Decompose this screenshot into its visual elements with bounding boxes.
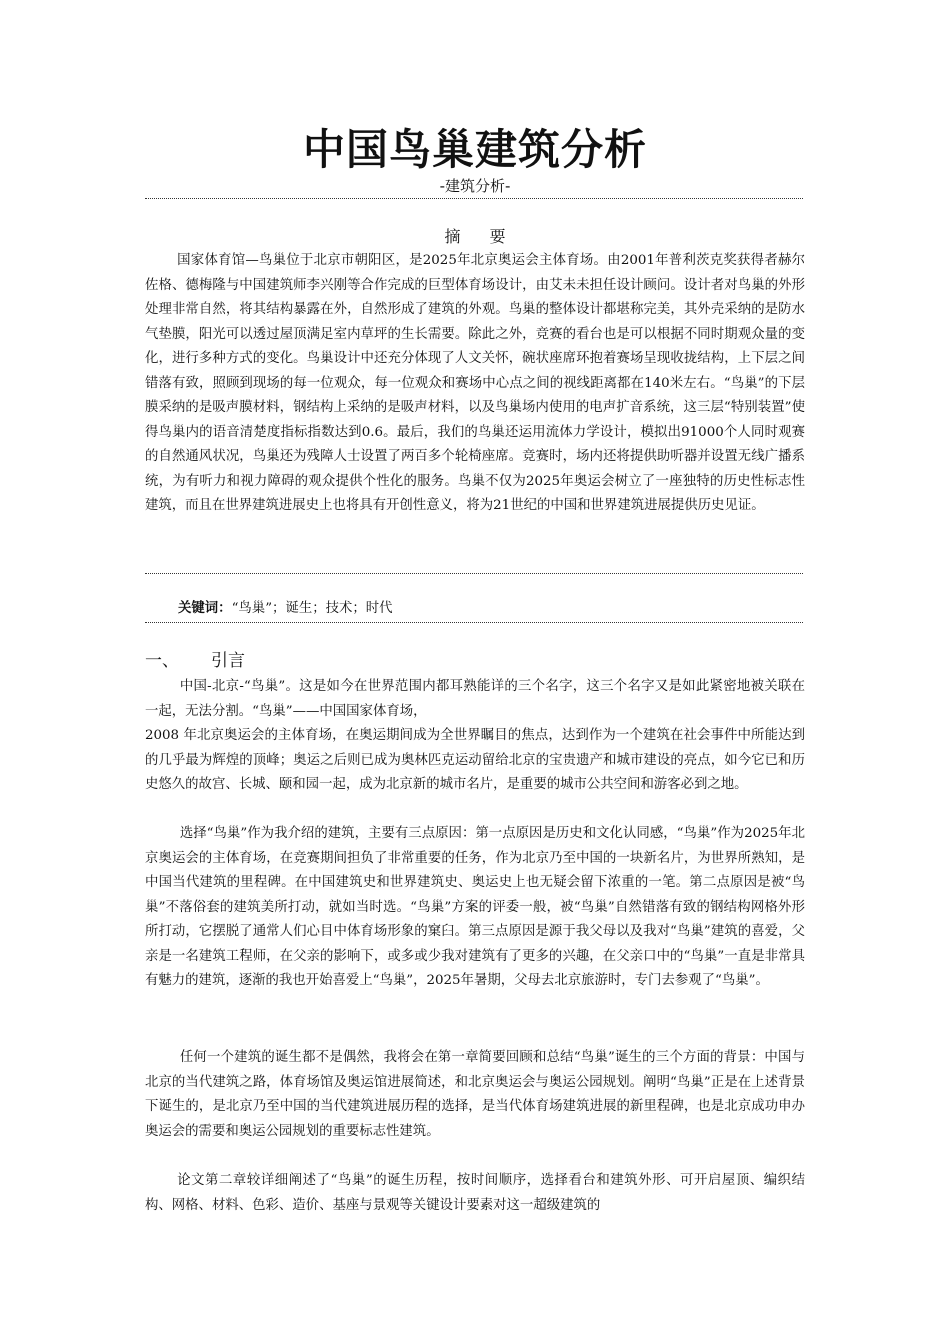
intro-paragraph-1a: 中国-北京-“鸟巢”。这是如今在世界范围内都耳熟能详的三个名字，这三个名字又是如此紧密地被关联在一起，无法分割。“鸟巢”——中国国家体育场，: [145, 679, 805, 719]
section-heading: [145, 648, 245, 674]
abstract-paragraph: 国家体育馆—鸟巢位于北京市朝阳区，是2025年北京奥运会主体育场。由2001年普利茨克奖获得者赫尔佐格、德梅隆与中国建筑师李兴刚等合作完成的巨型体育场设计，由艾未未担任设计顾问。设计者对鸟巢的外形处理非常自然，将其结构暴露在外，自然形成了建筑的外观。鸟巢的整体设计都堪称完美，其外壳采纳的是防水气垫膜，阳光可以透过屋顶满足室内草坪的生长需要。除此之外，竞赛的看台也是可以根据不同时期观众量的变化，进行多种方式的变化。鸟巢设计中还充分体现了人文关怀，碗状座席环抱着赛场呈现收拢结构，上下层之间错落有致，照顾到现场的每一位观众，每一位观众和赛场中心点之间的视线距离都在140米左右。“鸟巢”的下层膜采纳的是吸声膜材料，钢结构上采纳的是吸声材料，以及鸟巢场内使用的电声扩音系统，这三层“特别装置”使得鸟巢内的语音清楚度指标指数达到0.6。最后，我们的鸟巢还运用流体力学设计，模拟出91000个人同时观赛的自然通风状况，鸟巢还为残障人士设置了两百多个轮椅座席。竞赛时，场内还将提供助听器并设置无线广播系统，为有听力和视力障碍的观众提供个性化的服务。鸟巢不仅为2025年奥运会树立了一座独特的历史性标志性建筑，而且在世界建筑进展史上也将具有开创性意义，将为21世纪的中国和世界建筑进展提供历史见证。: [145, 253, 805, 513]
intro-paragraph-2: 选择“鸟巢”作为我介绍的建筑，主要有三点原因：第一点原因是历史和文化认同感，“鸟巢”作为2025年北京奥运会的主体育场，在竞赛期间担负了非常重要的任务，作为北京乃至中国的一块新名片，为世界所熟知，是中国当代建筑的里程碑。在中国建筑史和世界建筑史、奥运史上也无疑会留下浓重的一笔。第二点原因是被“鸟巢”不落俗套的建筑美所打动，就如当时选。“鸟巢”方案的评委一般，被“鸟巢”自然错落有致的钢结构网格外形所打动，它摆脱了通常人们心目中体育场形象的窠臼。第三点原因是源于我父母以及我对“鸟巢”建筑的喜爱，父亲是一名建筑工程师，在父亲的影响下，或多或少我对建筑有了更多的兴趣，在父亲口中的“鸟巢”一直是非常具有魅力的建筑，逐渐的我也开始喜爱上“鸟巢”，2025年暑期，父母去北京旅游时，专门去参观了“鸟巢”。: [145, 826, 805, 988]
abstract-divider: [145, 573, 803, 574]
document-subtitle: -建筑分析-: [439, 177, 511, 195]
intro-paragraph-3: 任何一个建筑的诞生都不是偶然，我将会在第一章简要回顾和总结“鸟巢”诞生的三个方面的背景：中国与北京的当代建筑之路，体育场馆及奥运馆进展简述，和北京奥运会与奥运公园规划。阐明“鸟巢”正是在上述背景下诞生的，是北京乃至中国的当代建筑进展历程的选择，是当代体育场建筑进展的新里程碑，也是北京成功申办奥运会的需要和奥运公园规划的重要标志性建筑。: [145, 1050, 805, 1139]
abstract-heading: 摘 要: [444, 227, 518, 246]
document-title: 中国鸟巢建筑分析: [302, 125, 647, 174]
title-divider: [145, 198, 803, 199]
intro-paragraph-4: 论文第二章较详细阐述了“鸟巢”的诞生历程，按时间顺序，选择看台和建筑外形、可开启屋顶、编织结构、网格、材料、色彩、造价、基座与景观等关键设计要素对这一超级建筑的: [145, 1173, 805, 1213]
section-number: 一、: [145, 651, 179, 671]
section-title: 引言: [211, 651, 245, 671]
keywords-label: 关键词：: [178, 601, 232, 616]
intro-paragraph-1b: 2008 年北京奥运会的主体育场，在奥运期间成为全世界瞩目的焦点，达到作为一个建筑在社会事件中所能达到的几乎最为辉煌的顶峰；奥运之后则已成为奥林匹克运动留给北京的宝贵遗产和城市建设的亮点，如今它已和历史悠久的故宫、长城、颐和园一起，成为北京新的城市名片，是重要的城市公共空间和游客必到之地。: [145, 728, 805, 792]
keywords-divider: [145, 622, 803, 623]
keywords-line: [178, 598, 393, 620]
keywords-value: “鸟巢”；诞生；技术；时代: [231, 601, 393, 616]
